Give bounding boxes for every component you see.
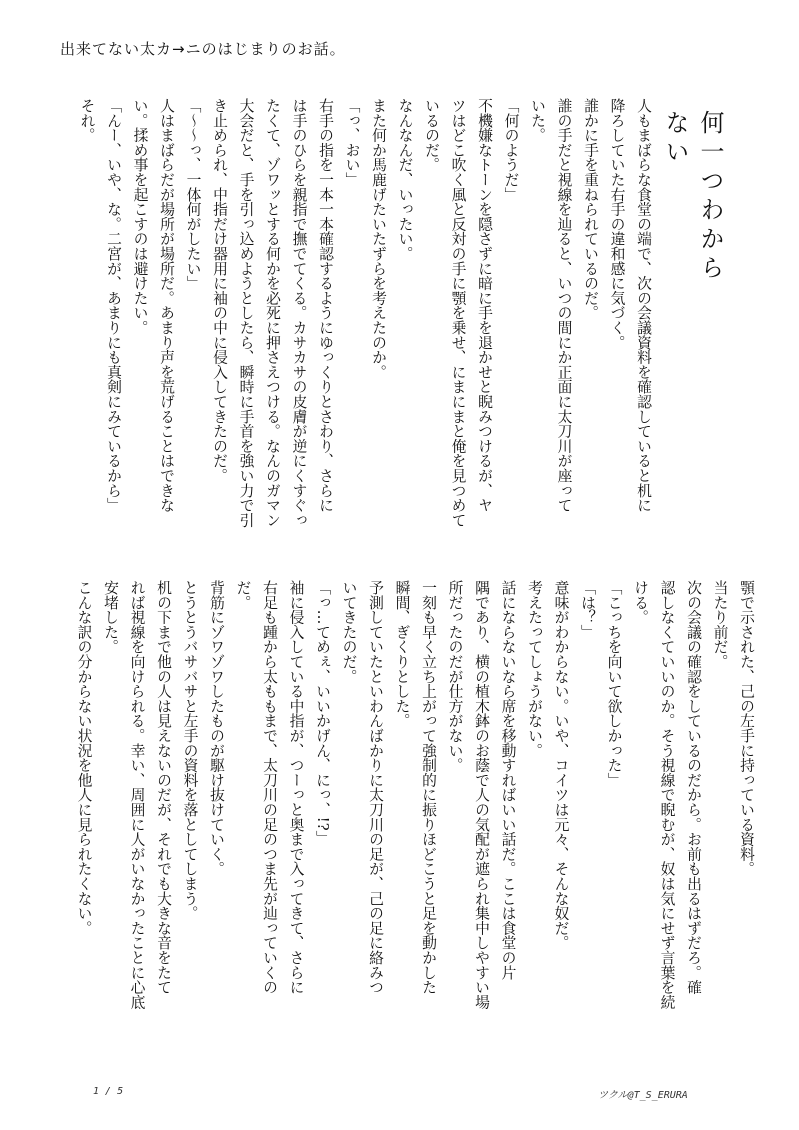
- text-line: 「〜〜っ、一体何がしたい」: [184, 98, 202, 291]
- text-line: 隅であり、横の植木鉢のお蔭で人の気配が遮られ集中しやすい場: [473, 580, 490, 1010]
- text-line: こんな訳の分からない状況を他人に見られたくない。: [75, 580, 93, 936]
- text-line: 「こっちを向いて欲しかった」: [605, 580, 623, 788]
- text-line: 話にならないなら席を移動すればいい話だ。ここは食堂の片: [499, 580, 517, 980]
- text-line: 意味がわからない。いや、コイツは元々、そんな奴だ。: [552, 580, 570, 950]
- text-line: 考えたってしょうがない。: [526, 580, 543, 758]
- text-line: たくて、ゾワッとする何かを必死に押さえつける。なんのガマン: [264, 98, 281, 528]
- text-line: 右手の指を一本一本確認するようにゆっくりとさわり、さらに: [317, 98, 334, 513]
- text-line: は手のひらを親指で撫でてくる。カサカサの皮膚が逆にくすぐっ: [290, 98, 308, 528]
- text-line: 当たり前だ。: [711, 580, 729, 669]
- text-line: いてきたのだ。: [340, 580, 358, 684]
- page-number: 1 / 5: [93, 1086, 124, 1097]
- text-line: 机の下まで他の人は見えないのだが、それでも大きな音をたて: [155, 580, 172, 995]
- text-line: 所だったのだが仕方がない。: [446, 580, 464, 773]
- text-line: 認しなくていいのか。そう視線で睨むが、奴は気にせず言葉を続: [658, 580, 676, 1010]
- text-line: き止められ、中指だけ器用に袖の中に侵入してきたのだ。: [211, 98, 228, 483]
- text-line: 顎で示された、己の左手に持っている資料。: [738, 580, 755, 876]
- text-line: 袖に侵入している中指が、つーっと奥まで入ってきて、さらに: [287, 580, 305, 995]
- chapter-title: 何一つわからない: [661, 110, 724, 284]
- text-line: い。揉め事を起こすのは避けたい。: [131, 98, 149, 335]
- text-line: 安堵した。: [102, 580, 119, 654]
- text-line: 大会だと、手を引っ込めようとしたら、瞬時に手首を強い力で引: [237, 98, 255, 528]
- text-line: それ。: [78, 98, 96, 143]
- text-line: とうとうバサバサと左手の資料を落としてしまう。: [181, 580, 199, 921]
- text-line: 不機嫌なトーンを隠さずに暗に手を退かせと睨みつけるが、ヤ: [476, 98, 493, 513]
- text-line: 「っ、おい」: [343, 98, 361, 187]
- text-line: ける。: [632, 580, 649, 625]
- text-line: 「んー、いや、な。二宮が、あまりにも真剣にみているから」: [105, 98, 122, 513]
- text-line: ツはどこ吹く風と反対の手に顎を乗せ、にまにまと俺を見つめて: [449, 98, 467, 528]
- body-text-upper: [78, 98, 656, 584]
- text-line: また何か馬鹿げたいたずらを考えたのか。: [370, 98, 387, 380]
- text-line: いた。: [529, 98, 546, 143]
- text-line: 瞬間、ぎくりとした。: [393, 580, 411, 728]
- text-line: 右足も踵から太ももまで、太刀川の足のつま先が辿っていくの: [261, 580, 278, 995]
- text-line: 「は？」: [579, 580, 596, 640]
- text-line: 次の会議の確認をしているのだから。お前も出るはずだろ。確: [685, 580, 702, 995]
- text-line: なんなんだ、いったい。: [396, 98, 414, 261]
- text-line: 背筋にゾワゾワしたものが駆け抜けていく。: [208, 580, 225, 876]
- body-text-lower: [39, 580, 759, 1080]
- text-line: れば視線を向けられる。幸い、周囲に人がいなかったことに心底: [128, 580, 146, 1010]
- text-line: だ。: [234, 580, 252, 610]
- text-line: 誰の手だと視線を辿ると、いつの間にか正面に太刀川が座って: [555, 98, 573, 513]
- text-line: 一刻も早く立ち上がって強制的に振りほどこうと足を動かした: [420, 580, 437, 995]
- text-line: 「何のようだ」: [502, 98, 520, 202]
- author-credit: ツクル@T_S_ERURA: [598, 1090, 688, 1101]
- text-line: 人もまばらな食堂の端で、次の会議資料を確認していると机に: [635, 98, 652, 513]
- text-line: 人はまばらだが場所が場所だ。あまり声を荒げることはできな: [158, 98, 175, 513]
- text-line: 降ろしていた右手の違和感に気づく。: [608, 98, 626, 350]
- header-title: 出来てない太カ→ニのはじまりのお話。: [60, 40, 346, 58]
- text-line: 誰かに手を重ねられているのだ。: [582, 98, 599, 320]
- text-line: 「っ…てめぇ、いいかげん、にっ、!?」: [314, 580, 331, 846]
- text-line: 予測していたといわんばかりに太刀川の足が、己の足に絡みつ: [367, 580, 384, 995]
- text-line: いるのだ。: [423, 98, 440, 172]
